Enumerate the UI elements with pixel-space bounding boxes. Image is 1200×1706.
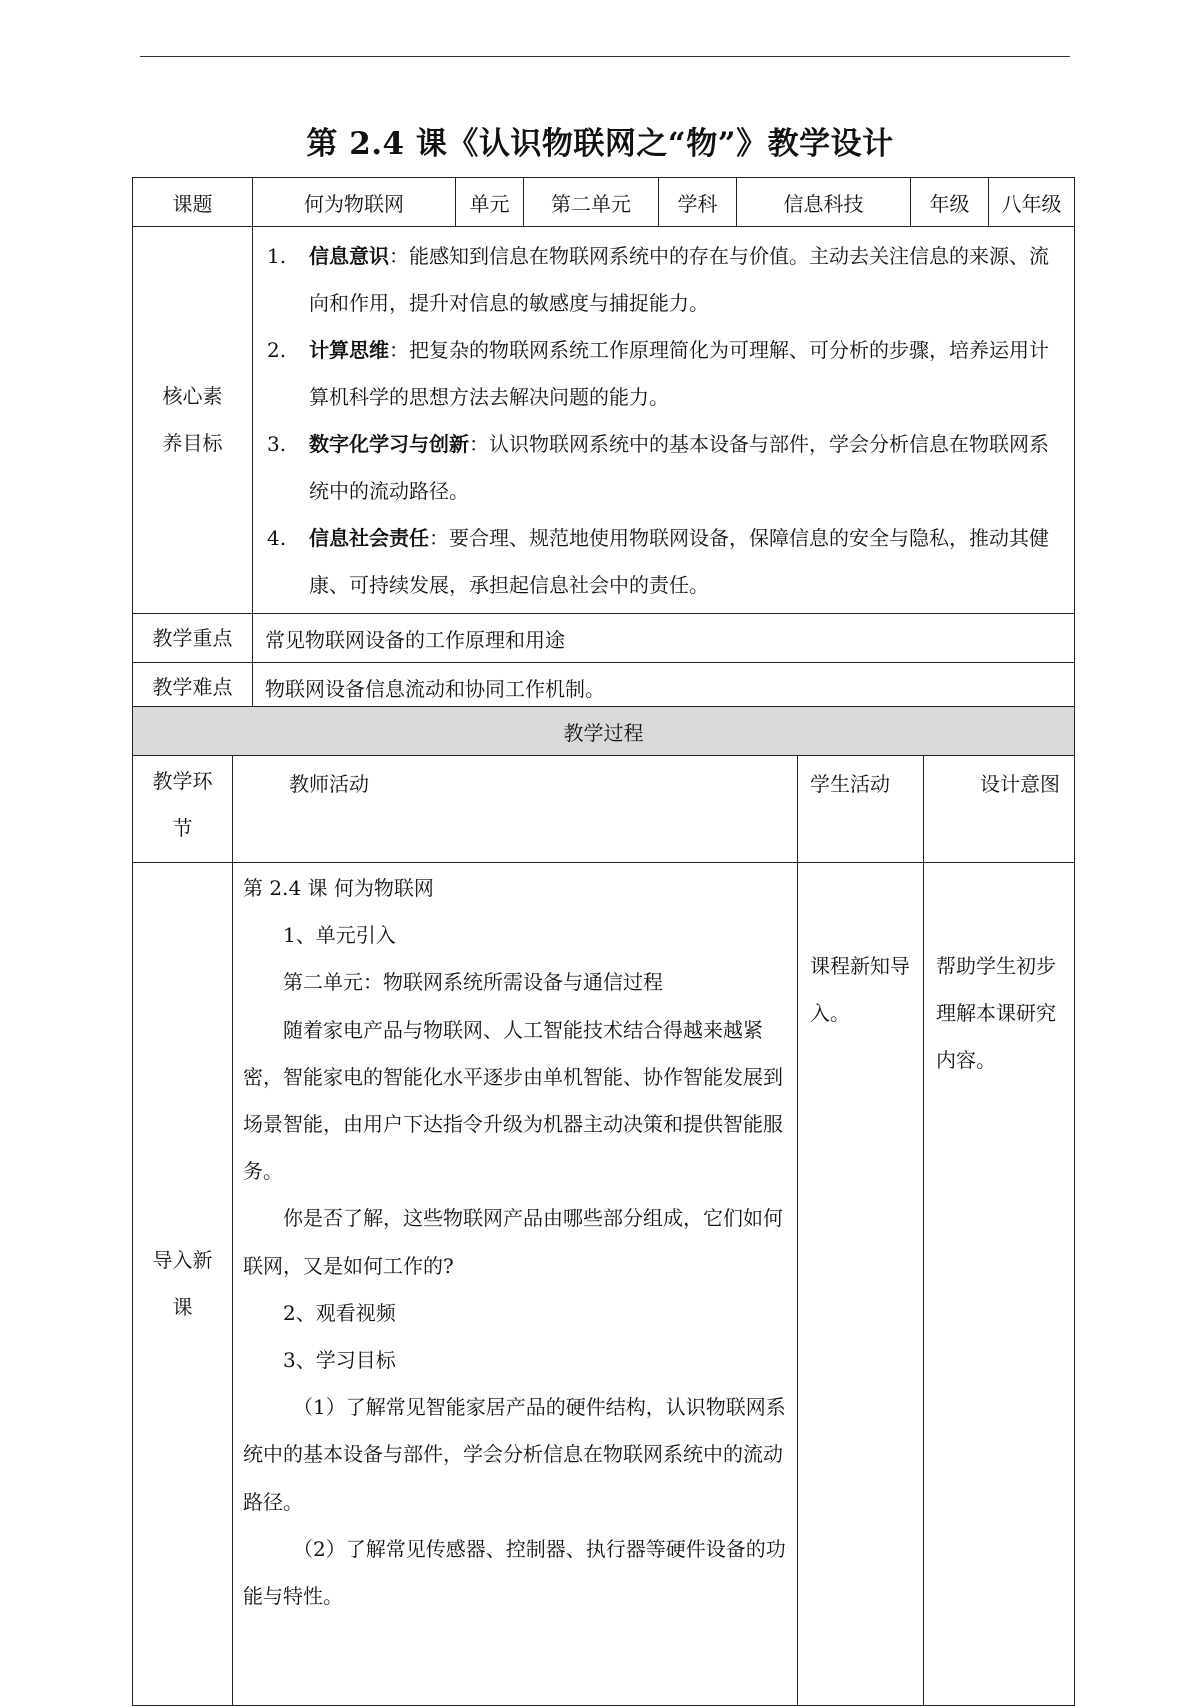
teacher-line: 第二单元：物联网系统所需设备与通信过程 <box>283 970 663 995</box>
goal-text: ：把复杂的物联网系统工作原理简化为可理解、可分析的步骤，培养运用计算机科学的思想方法去解决问题的能力。 <box>309 338 1049 409</box>
student-activity-cell: 课程新知导入。 <box>798 863 924 1706</box>
goal-title: 信息社会责任 <box>309 526 429 550</box>
grade-value: 八年级 <box>989 178 1075 227</box>
design-header: 设计意图 <box>924 756 1075 863</box>
teacher-line: 第 2.4 课 何为物联网 <box>243 876 434 900</box>
goal-number: 1. <box>267 244 287 268</box>
subject-label: 学科 <box>659 178 737 227</box>
process-header-row <box>133 756 1075 863</box>
process-banner: 教学过程 <box>133 707 1075 756</box>
goal-text: ：要合理、规范地使用物联网设备，保障信息的安全与隐私，推动其健康、可持续发展，承担起信息社会中的责任。 <box>309 526 1049 597</box>
goal-title: 数字化学习与创新 <box>309 432 469 456</box>
goal-number: 2. <box>267 338 287 362</box>
stage-cell <box>133 863 233 1706</box>
stage-header-line1: 教学环 <box>152 769 213 793</box>
goal-text: ：能感知到信息在物联网系统中的存在与价值。主动去关注信息的来源、流向和作用，提升对信息的敏感度与捕捉能力。 <box>309 244 1049 315</box>
process-banner-row <box>133 707 1075 756</box>
lesson-info-table <box>132 177 1075 712</box>
grade-label: 年级 <box>911 178 989 227</box>
stage-header <box>133 756 233 863</box>
difficulty-value: 物联网设备信息流动和协同工作机制。 <box>253 663 1075 712</box>
teacher-activity-cell <box>233 863 798 1706</box>
teacher-line: 随着家电产品与物联网、人工智能技术结合得越来越紧密，智能家电的智能化水平逐步由单机智能、协作智能发展到场景智能，由用户下达指令升级为机器主动决策和提供智能服务。 <box>243 1017 783 1184</box>
document-title: 第 2.4 课《认识物联网之“物”》教学设计 <box>306 126 894 162</box>
goal-title: 信息意识 <box>309 244 389 268</box>
student-header: 学生活动 <box>798 756 924 863</box>
goals-label <box>133 227 253 614</box>
teacher-line: 3、学习目标 <box>283 1348 396 1373</box>
goal-number: 3. <box>267 432 287 456</box>
info-row <box>133 178 1075 227</box>
goal-text: ：认识物联网系统中的基本设备与部件，学会分析信息在物联网系统中的流动路径。 <box>309 432 1049 503</box>
stage-line2: 课 <box>172 1295 193 1319</box>
difficulty-row <box>133 663 1075 712</box>
goals-list <box>253 227 1075 614</box>
design-intent-cell: 帮助学生初步理解本课研究内容。 <box>924 863 1075 1706</box>
goal-item <box>265 327 1064 421</box>
unit-label: 单元 <box>456 178 524 227</box>
unit-value: 第二单元 <box>524 178 659 227</box>
stage-header-line2: 节 <box>172 816 193 840</box>
difficulty-label: 教学难点 <box>133 663 253 712</box>
header-rule <box>140 56 1070 57</box>
teacher-line: （1）了解常见智能家居产品的硬件结构，认识物联网系统中的基本设备与部件，学会分析信息在物联网系统中的流动路径。 <box>243 1395 786 1514</box>
goals-label-line2: 养目标 <box>162 431 223 455</box>
key-point-label: 教学重点 <box>133 614 253 663</box>
teacher-header: 教师活动 <box>233 756 798 863</box>
goal-title: 计算思维 <box>309 338 389 362</box>
goals-row <box>133 227 1075 614</box>
key-point-row <box>133 614 1075 663</box>
teacher-line: 你是否了解，这些物联网产品由哪些部分组成，它们如何联网，又是如何工作的? <box>243 1206 783 1278</box>
teacher-line: 1、单元引入 <box>283 923 396 948</box>
teacher-line: （2）了解常见传感器、控制器、执行器等硬件设备的功能与特性。 <box>243 1536 786 1609</box>
topic-value: 何为物联网 <box>253 178 456 227</box>
goals-label-line1: 核心素 <box>162 384 223 408</box>
stage-line1: 导入新 <box>152 1248 213 1272</box>
goal-item <box>265 233 1064 327</box>
goal-item <box>265 515 1064 609</box>
teacher-line: 2、观看视频 <box>283 1300 396 1325</box>
goal-item <box>265 421 1064 515</box>
process-row <box>133 863 1075 1706</box>
subject-value: 信息科技 <box>737 178 911 227</box>
goal-number: 4. <box>267 526 287 550</box>
teaching-process-table <box>132 706 1075 1706</box>
topic-label: 课题 <box>133 178 253 227</box>
key-point-value: 常见物联网设备的工作原理和用途 <box>253 614 1075 663</box>
